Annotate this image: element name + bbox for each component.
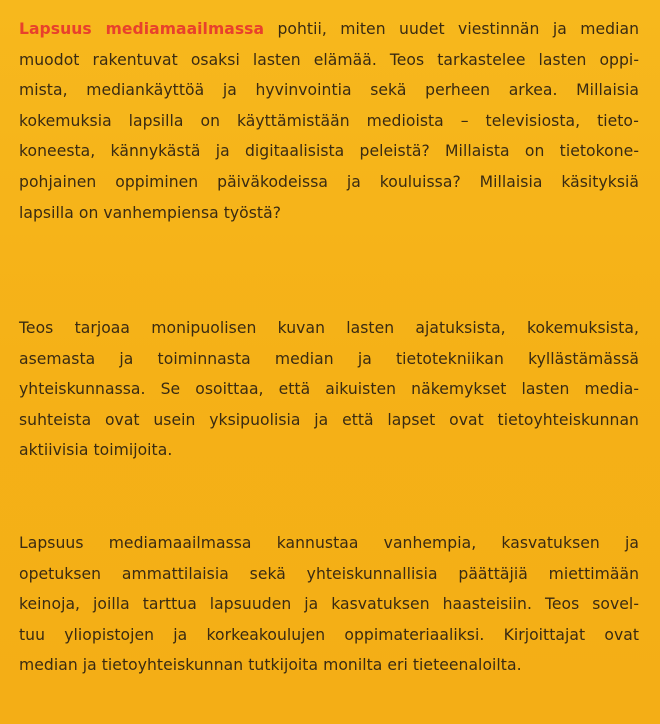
text-line <box>19 14 639 45</box>
text-line: muodot rakentuvat osaksi lasten elämää. Teos tarkastelee lasten oppi- <box>19 50 639 69</box>
text-line: median ja tietoyhteiskunnan tutkijoita monilta eri tieteenaloilta. <box>19 656 522 675</box>
paragraph-audience <box>19 528 639 681</box>
book-title-highlight: Lapsuus mediamaailmassa <box>19 20 265 38</box>
text-line: kokemuksia lapsilla on käyttämistään medioista – televisiosta, tieto- <box>19 111 639 130</box>
text-line: koneesta, kännykästä ja digitaalisista peleistä? Millaista on tietokone- <box>19 142 639 161</box>
text-line: lapsilla on vanhempiensa työstä? <box>19 203 282 222</box>
text-line: opetuksen ammattilaisia sekä yhteiskunnallisia päättäjiä miettimään <box>19 564 639 583</box>
text-line: asemasta ja toiminnasta median ja tietotekniikan kyllästämässä <box>19 349 639 368</box>
text-line: aktiivisia toimijoita. <box>19 441 173 460</box>
text-line-content: pohtii, miten uudet viestinnän ja median <box>264 20 639 38</box>
text-line: yhteiskunnassa. Se osoittaa, että aikuisten näkemykset lasten media- <box>19 380 639 399</box>
paragraph-intro <box>19 14 639 228</box>
paragraph-overview <box>19 313 639 466</box>
text-line: suhteista ovat usein yksipuolisia ja että lapset ovat tietoyhteiskunnan <box>19 410 639 429</box>
text-line: tuu yliopistojen ja korkeakoulujen oppimateriaaliksi. Kirjoittajat ovat <box>19 625 639 644</box>
text-line: keinoja, joilla tarttua lapsuuden ja kasvatuksen haasteisiin. Teos sovel- <box>19 595 639 614</box>
text-line: mista, mediankäyttöä ja hyvinvointia sekä perheen arkea. Millaisia <box>19 81 639 100</box>
text-line: Teos tarjoaa monipuolisen kuvan lasten ajatuksista, kokemuksista, <box>19 319 639 337</box>
text-line: pohjainen oppiminen päiväkodeissa ja kouluissa? Millaisia käsityksiä <box>19 172 639 191</box>
text-line: Lapsuus mediamaailmassa kannustaa vanhempia, kasvatuksen ja <box>19 534 639 552</box>
